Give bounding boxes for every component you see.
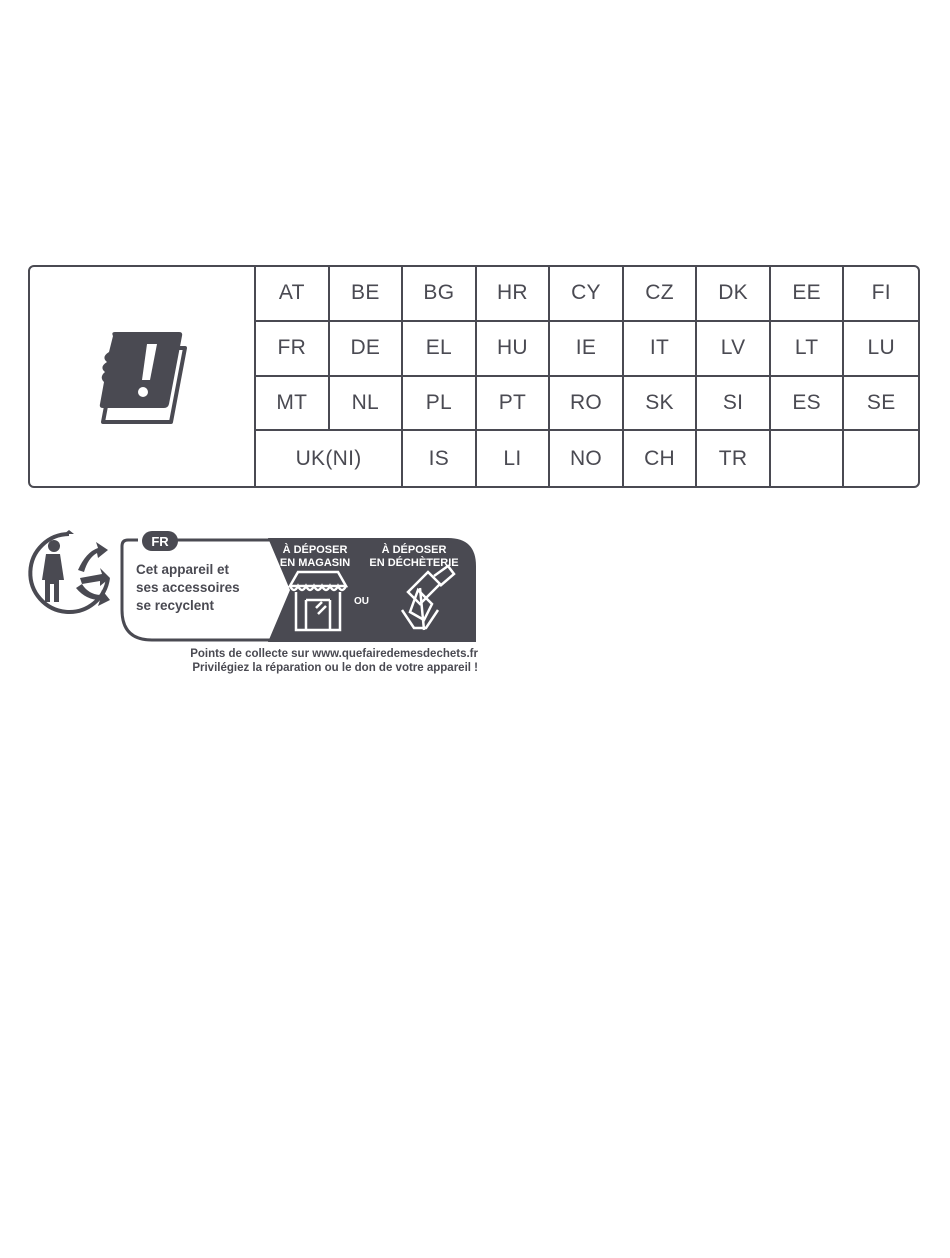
decheterie-heading <box>364 544 464 570</box>
country-cell: LT <box>771 322 845 377</box>
magasin-heading-line: EN MAGASIN <box>279 557 351 569</box>
country-cell: UK(NI) <box>256 431 403 486</box>
country-cell: EL <box>403 322 477 377</box>
country-cell: HR <box>477 267 551 322</box>
country-cell: CY <box>550 267 624 322</box>
country-cell: SK <box>624 377 698 432</box>
country-cell: CZ <box>624 267 698 322</box>
country-cell: DK <box>697 267 771 322</box>
country-cell: MT <box>256 377 330 432</box>
country-cell: FR <box>256 322 330 377</box>
country-cell: TR <box>697 431 771 486</box>
country-cell: LI <box>477 431 551 486</box>
country-cell: RO <box>550 377 624 432</box>
country-cell: FI <box>844 267 918 322</box>
country-cell: NO <box>550 431 624 486</box>
collection-points-text: Points de collecte sur www.quefairedemesdechets.fr <box>190 648 478 660</box>
manual-warning-icon <box>87 322 197 432</box>
country-cell: SI <box>697 377 771 432</box>
country-cell: PT <box>477 377 551 432</box>
recycle-statement <box>136 561 266 615</box>
magasin-heading-line: À DÉPOSER <box>282 544 348 556</box>
country-cell: BE <box>330 267 404 322</box>
decheterie-heading-line: EN DÉCHÈTERIE <box>369 557 459 569</box>
triman-person-recycling-icon <box>26 530 112 616</box>
or-separator: OU <box>354 596 369 607</box>
recycle-statement-line: ses accessoires <box>136 580 240 595</box>
country-cell: CH <box>624 431 698 486</box>
country-cell: BG <box>403 267 477 322</box>
country-cell: AT <box>256 267 330 322</box>
country-cell: ES <box>771 377 845 432</box>
country-cell-empty <box>844 431 918 486</box>
country-grid <box>256 267 918 486</box>
country-cell-empty <box>771 431 845 486</box>
country-cell: DE <box>330 322 404 377</box>
triman-recycling-label <box>26 530 478 680</box>
country-cell: LU <box>844 322 918 377</box>
decheterie-heading-line: À DÉPOSER <box>381 544 447 556</box>
country-cell: LV <box>697 322 771 377</box>
country-cell: SE <box>844 377 918 432</box>
country-cell: IS <box>403 431 477 486</box>
country-cell: HU <box>477 322 551 377</box>
magasin-heading <box>270 544 360 570</box>
recycle-statement-line: Cet appareil et <box>136 562 230 577</box>
country-cell: IE <box>550 322 624 377</box>
country-cell: NL <box>330 377 404 432</box>
country-cell: EE <box>771 267 845 322</box>
manual-cell <box>30 267 256 486</box>
repair-advice-text: Privilégiez la réparation ou le don de votre appareil ! <box>192 662 478 674</box>
recycle-statement-line: se recyclent <box>136 598 215 613</box>
country-table <box>28 265 920 488</box>
country-cell: PL <box>403 377 477 432</box>
country-badge-fr: FR <box>142 531 178 551</box>
country-cell: IT <box>624 322 698 377</box>
